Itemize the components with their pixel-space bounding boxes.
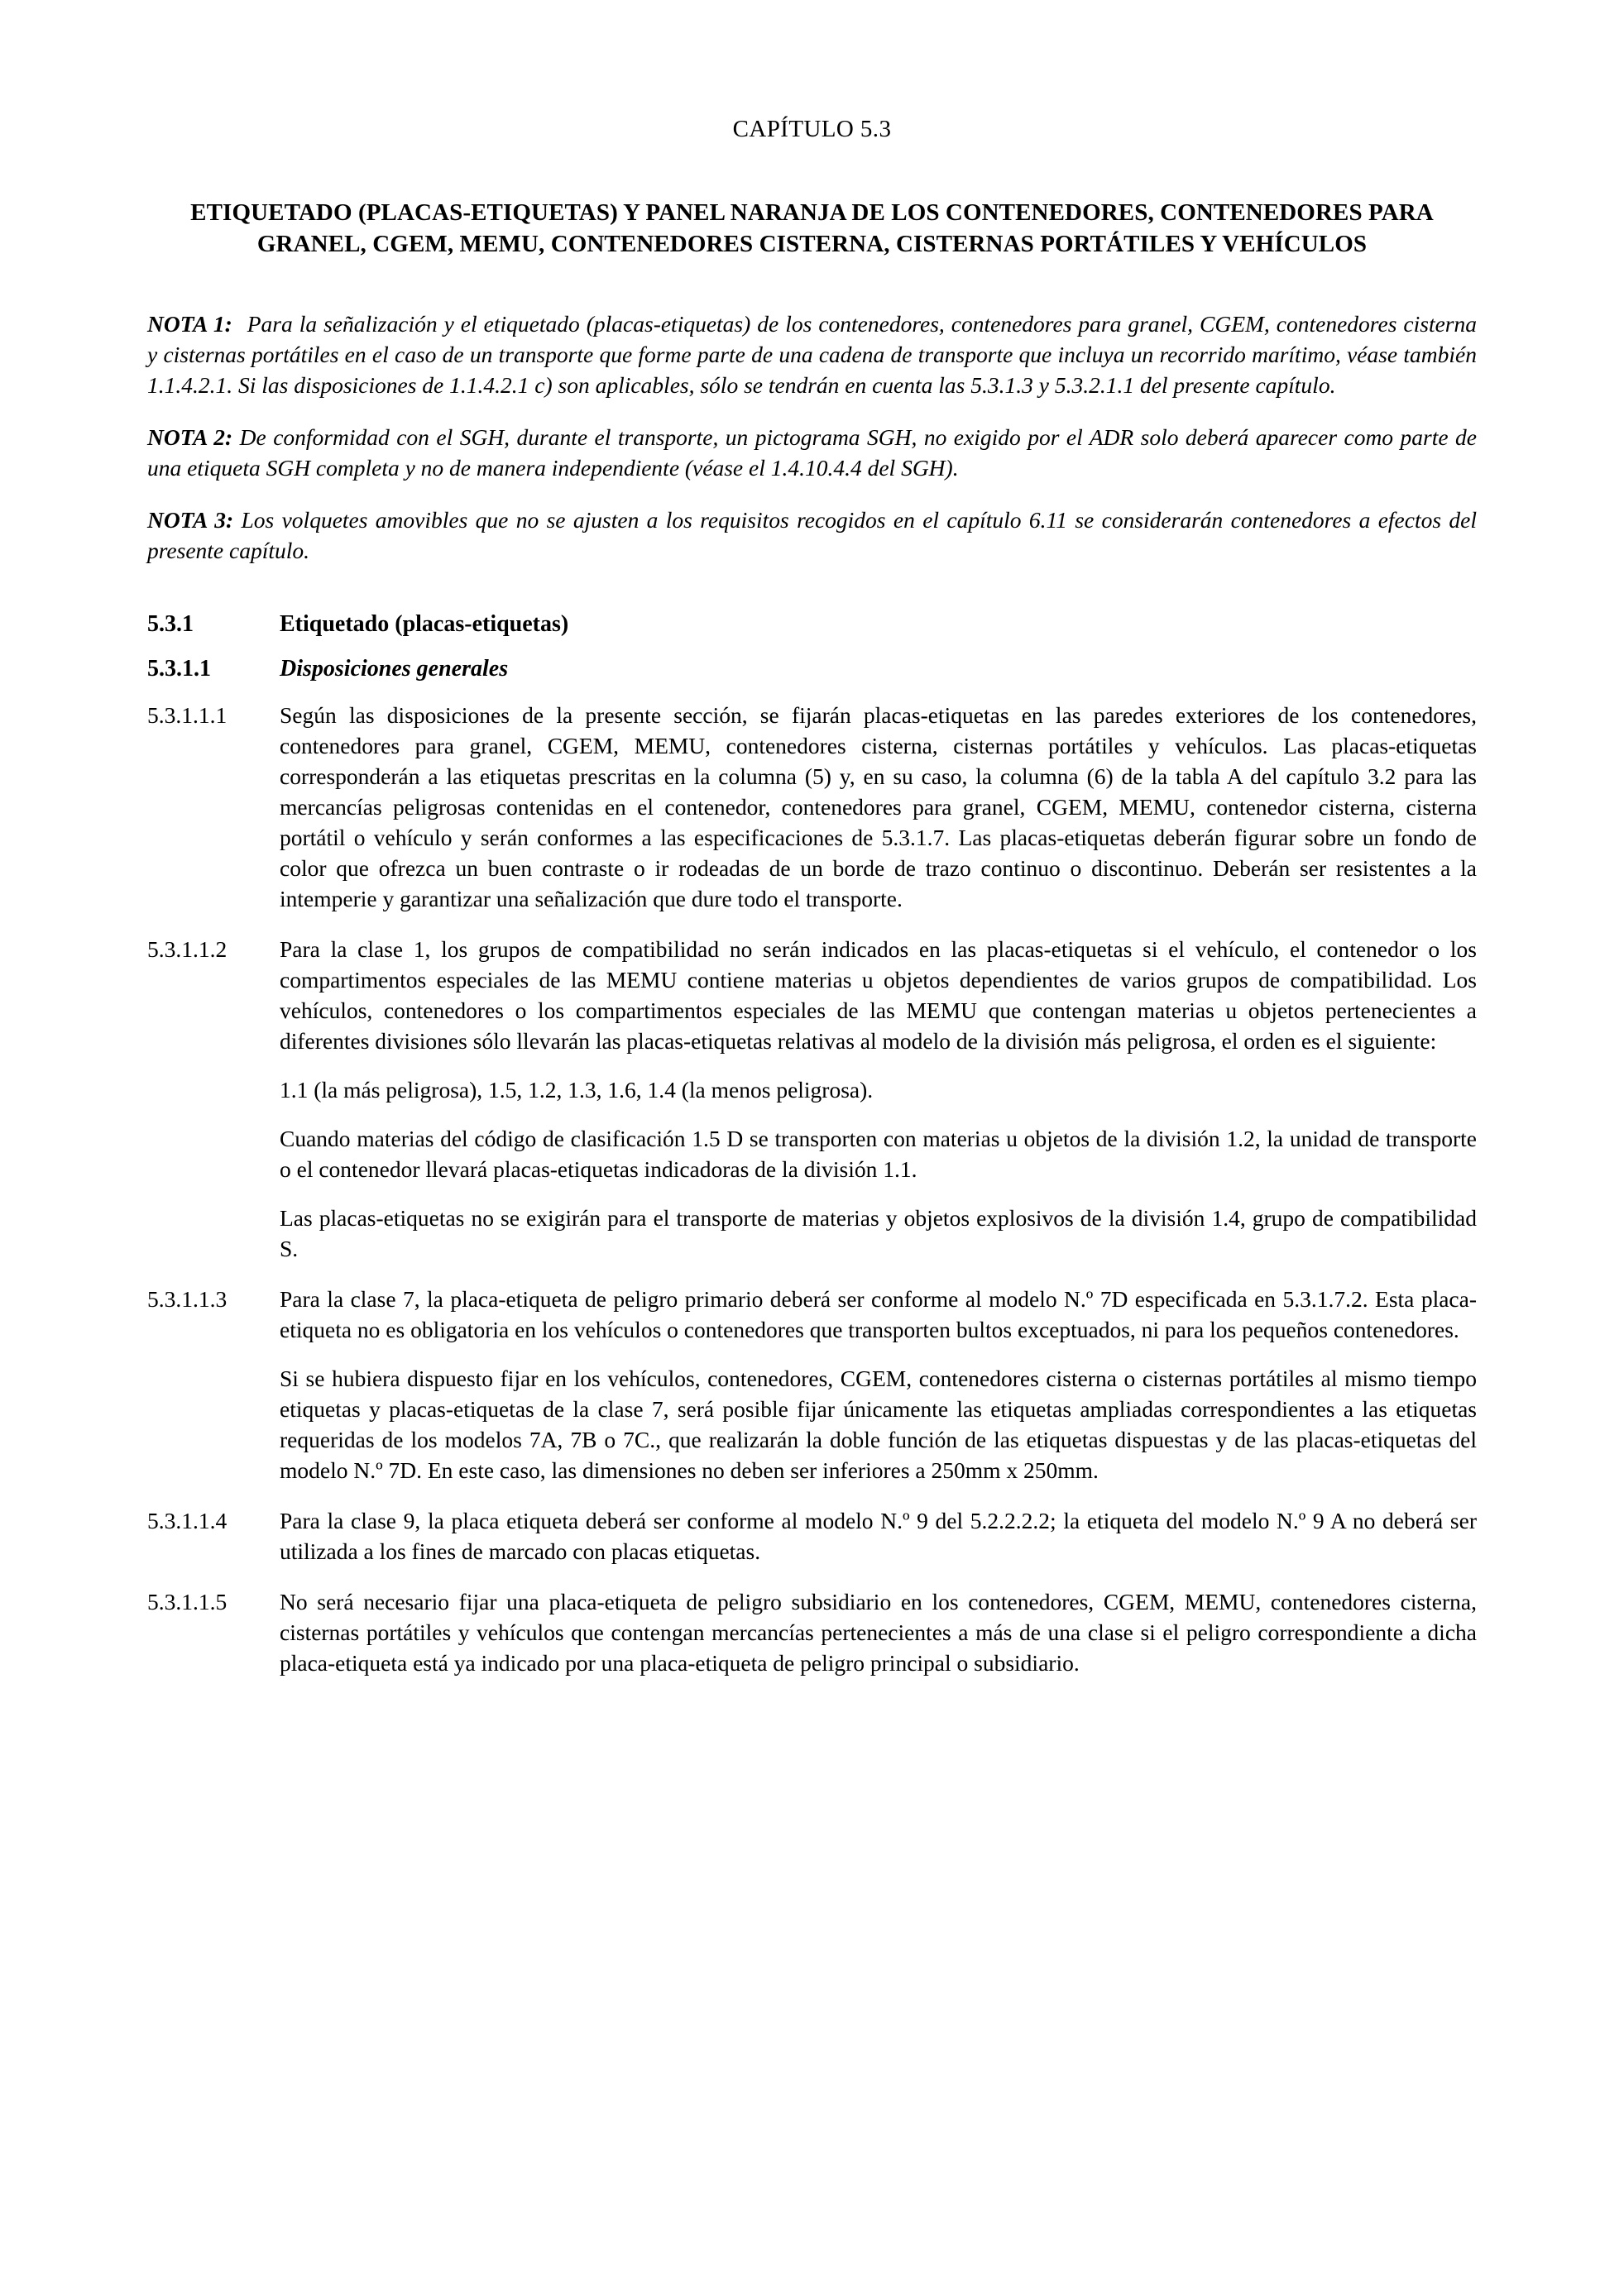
paragraph-body [280, 1587, 1477, 1679]
note-2 [147, 423, 1477, 484]
note-3 [147, 505, 1477, 567]
paragraph-text: Para la clase 1, los grupos de compatibilidad no serán indicados en las placas-etiquetas si el vehículo, el contenedor o los compartimentos especiales de las MEMU contiene materias u objetos dependientes de varios grupos de compatibilidad. Los vehículos, contenedores o los compartimentos especiales de las MEMU que contengan materias u objetos pertenecientes a diferentes divisiones sólo llevarán las placas-etiquetas relativas al modelo de la división más peligrosa, el orden es el siguiente: [280, 936, 1477, 1055]
paragraph-body [280, 1506, 1477, 1567]
paragraph-body [280, 935, 1477, 1265]
chapter-label: CAPÍTULO 5.3 [732, 116, 892, 142]
paragraph-text: No será necesario fijar una placa-etiqueta de peligro subsidiario en los contenedores, CGEM, MEMU, contenedores cisterna, cisternas portátiles y vehículos que contengan mercancías pertenecientes a más de una clase si el peligro correspondiente a dicha placa-etiqueta está ya indicado por una placa-etiqueta de peligro principal o subsidiario. [280, 1588, 1477, 1676]
paragraph-text: Las placas-etiquetas no se exigirán para el transporte de materias y objetos explosivos de la división 1.4, grupo de compatibilidad S. [280, 1205, 1477, 1262]
paragraph-5-3-1-1-3 [147, 1284, 1477, 1486]
paragraph-body [280, 701, 1477, 915]
paragraph-number: 5.3.1.1.4 [147, 1507, 228, 1533]
page-title: ETIQUETADO (PLACAS-ETIQUETAS) Y PANEL NARANJA DE LOS CONTENEDORES, CONTENEDORES PARA GRANEL, CGEM, MEMU, CONTENEDORES CISTERNA, CISTERNAS PORTÁTILES Y VEHÍCULOS [190, 199, 1434, 257]
paragraph-text: Si se hubiera dispuesto fijar en los vehículos, contenedores, CGEM, contenedores cisterna o cisternas portátiles al mismo tiempo etiquetas y placas-etiquetas de la clase 7, será posible fijar únicamente las etiquetas ampliadas correspondientes a las etiquetas requeridas de los modelos 7A, 7B o 7C., que realizarán la doble función de las etiquetas dispuestas y de las placas-etiquetas del modelo N.º 7D. En este caso, las dimensiones no deben ser inferiores a 250mm x 250mm. [280, 1365, 1477, 1483]
note-1-text: Para la señalización y el etiquetado (placas-etiquetas) de los contenedores, contenedores para granel, CGEM, contenedores cisterna y cisternas portátiles en el caso de un transporte que forme parte de una cadena de transporte que incluya un recorrido marítimo, véase también 1.1.4.2.1. Si las disposiciones de 1.1.4.2.1 c) son aplicables, sólo se tendrán en cuenta las 5.3.1.3 y 5.3.2.1.1 del presente capítulo. [147, 311, 1477, 399]
paragraph-5-3-1-1-4 [147, 1506, 1477, 1567]
paragraph-5-3-1-1-5 [147, 1587, 1477, 1679]
paragraph-number: 5.3.1.1.5 [147, 1588, 228, 1614]
note-3-label: NOTA 3: [147, 507, 234, 533]
section-heading-5-3-1 [147, 611, 1477, 638]
paragraph-5-3-1-1-1 [147, 701, 1477, 915]
section-title: Etiquetado (placas-etiquetas) [280, 611, 569, 638]
note-1 [147, 309, 1477, 401]
note-2-label: NOTA 2: [147, 424, 233, 451]
paragraph-text: Para la clase 7, la placa-etiqueta de peligro primario deberá ser conforme al modelo N.º 7D especificada en 5.3.1.7.2. Esta placa-etiqueta no es obligatoria en los vehículos o contenedores que transporten bultos exceptuados, ni para los pequeños contenedores. [280, 1286, 1477, 1342]
section-number: 5.3.1.1 [147, 656, 211, 682]
paragraph-number: 5.3.1.1.3 [147, 1286, 228, 1313]
paragraph-body [280, 1284, 1477, 1486]
paragraph-text: Según las disposiciones de la presente sección, se fijarán placas-etiquetas en las paredes exteriores de los contenedores, contenedores para granel, CGEM, MEMU, contenedores cisterna, cisternas portátiles y vehículos. Las placas-etiquetas corresponderán a las etiquetas prescritas en la columna (5) y, en su caso, la columna (6) de la tabla A del capítulo 3.2 para las mercancías peligrosas contenidas en el contenedor, contenedores para granel, CGEM, MEMU, contenedor cisterna, cisterna portátil o vehículo y serán conformes a las especificaciones de 5.3.1.7. Las placas-etiquetas deberán figurar sobre un fondo de color que ofrezca un buen contraste o ir rodeadas de un borde de trazo continuo o discontinuo. Deberán ser resistentes a la intemperie y garantizar una señalización que dure todo el transporte. [280, 702, 1477, 912]
paragraph-5-3-1-1-2 [147, 935, 1477, 1265]
section-number: 5.3.1 [147, 611, 194, 638]
section-title: Disposiciones generales [280, 656, 509, 682]
note-2-text: De conformidad con el SGH, durante el transporte, un pictograma SGH, no exigido por el ADR solo deberá aparecer como parte de una etiqueta SGH completa y no de manera independiente (véase el 1.4.10.4.4 del SGH). [147, 424, 1477, 481]
note-3-text: Los volquetes amovibles que no se ajusten a los requisitos recogidos en el capítulo 6.11 se considerarán contenedores a efectos del presente capítulo. [147, 507, 1478, 564]
section-heading-5-3-1-1 [147, 656, 1477, 682]
paragraph-text: Cuando materias del código de clasificación 1.5 D se transporten con materias u objetos de la división 1.2, la unidad de transporte o el contenedor llevará placas-etiquetas indicadoras de la división 1.1. [280, 1126, 1477, 1183]
paragraph-text: 1.1 (la más peligrosa), 1.5, 1.2, 1.3, 1.6, 1.4 (la menos peligrosa). [280, 1077, 874, 1103]
paragraph-number: 5.3.1.1.1 [147, 702, 228, 729]
note-1-label: NOTA 1: [147, 311, 232, 337]
paragraph-text: Para la clase 9, la placa etiqueta deberá ser conforme al modelo N.º 9 del 5.2.2.2.2; la etiqueta del modelo N.º 9 A no deberá ser utilizada a los fines de marcado con placas etiquetas. [280, 1507, 1477, 1564]
paragraph-number: 5.3.1.1.2 [147, 936, 228, 963]
